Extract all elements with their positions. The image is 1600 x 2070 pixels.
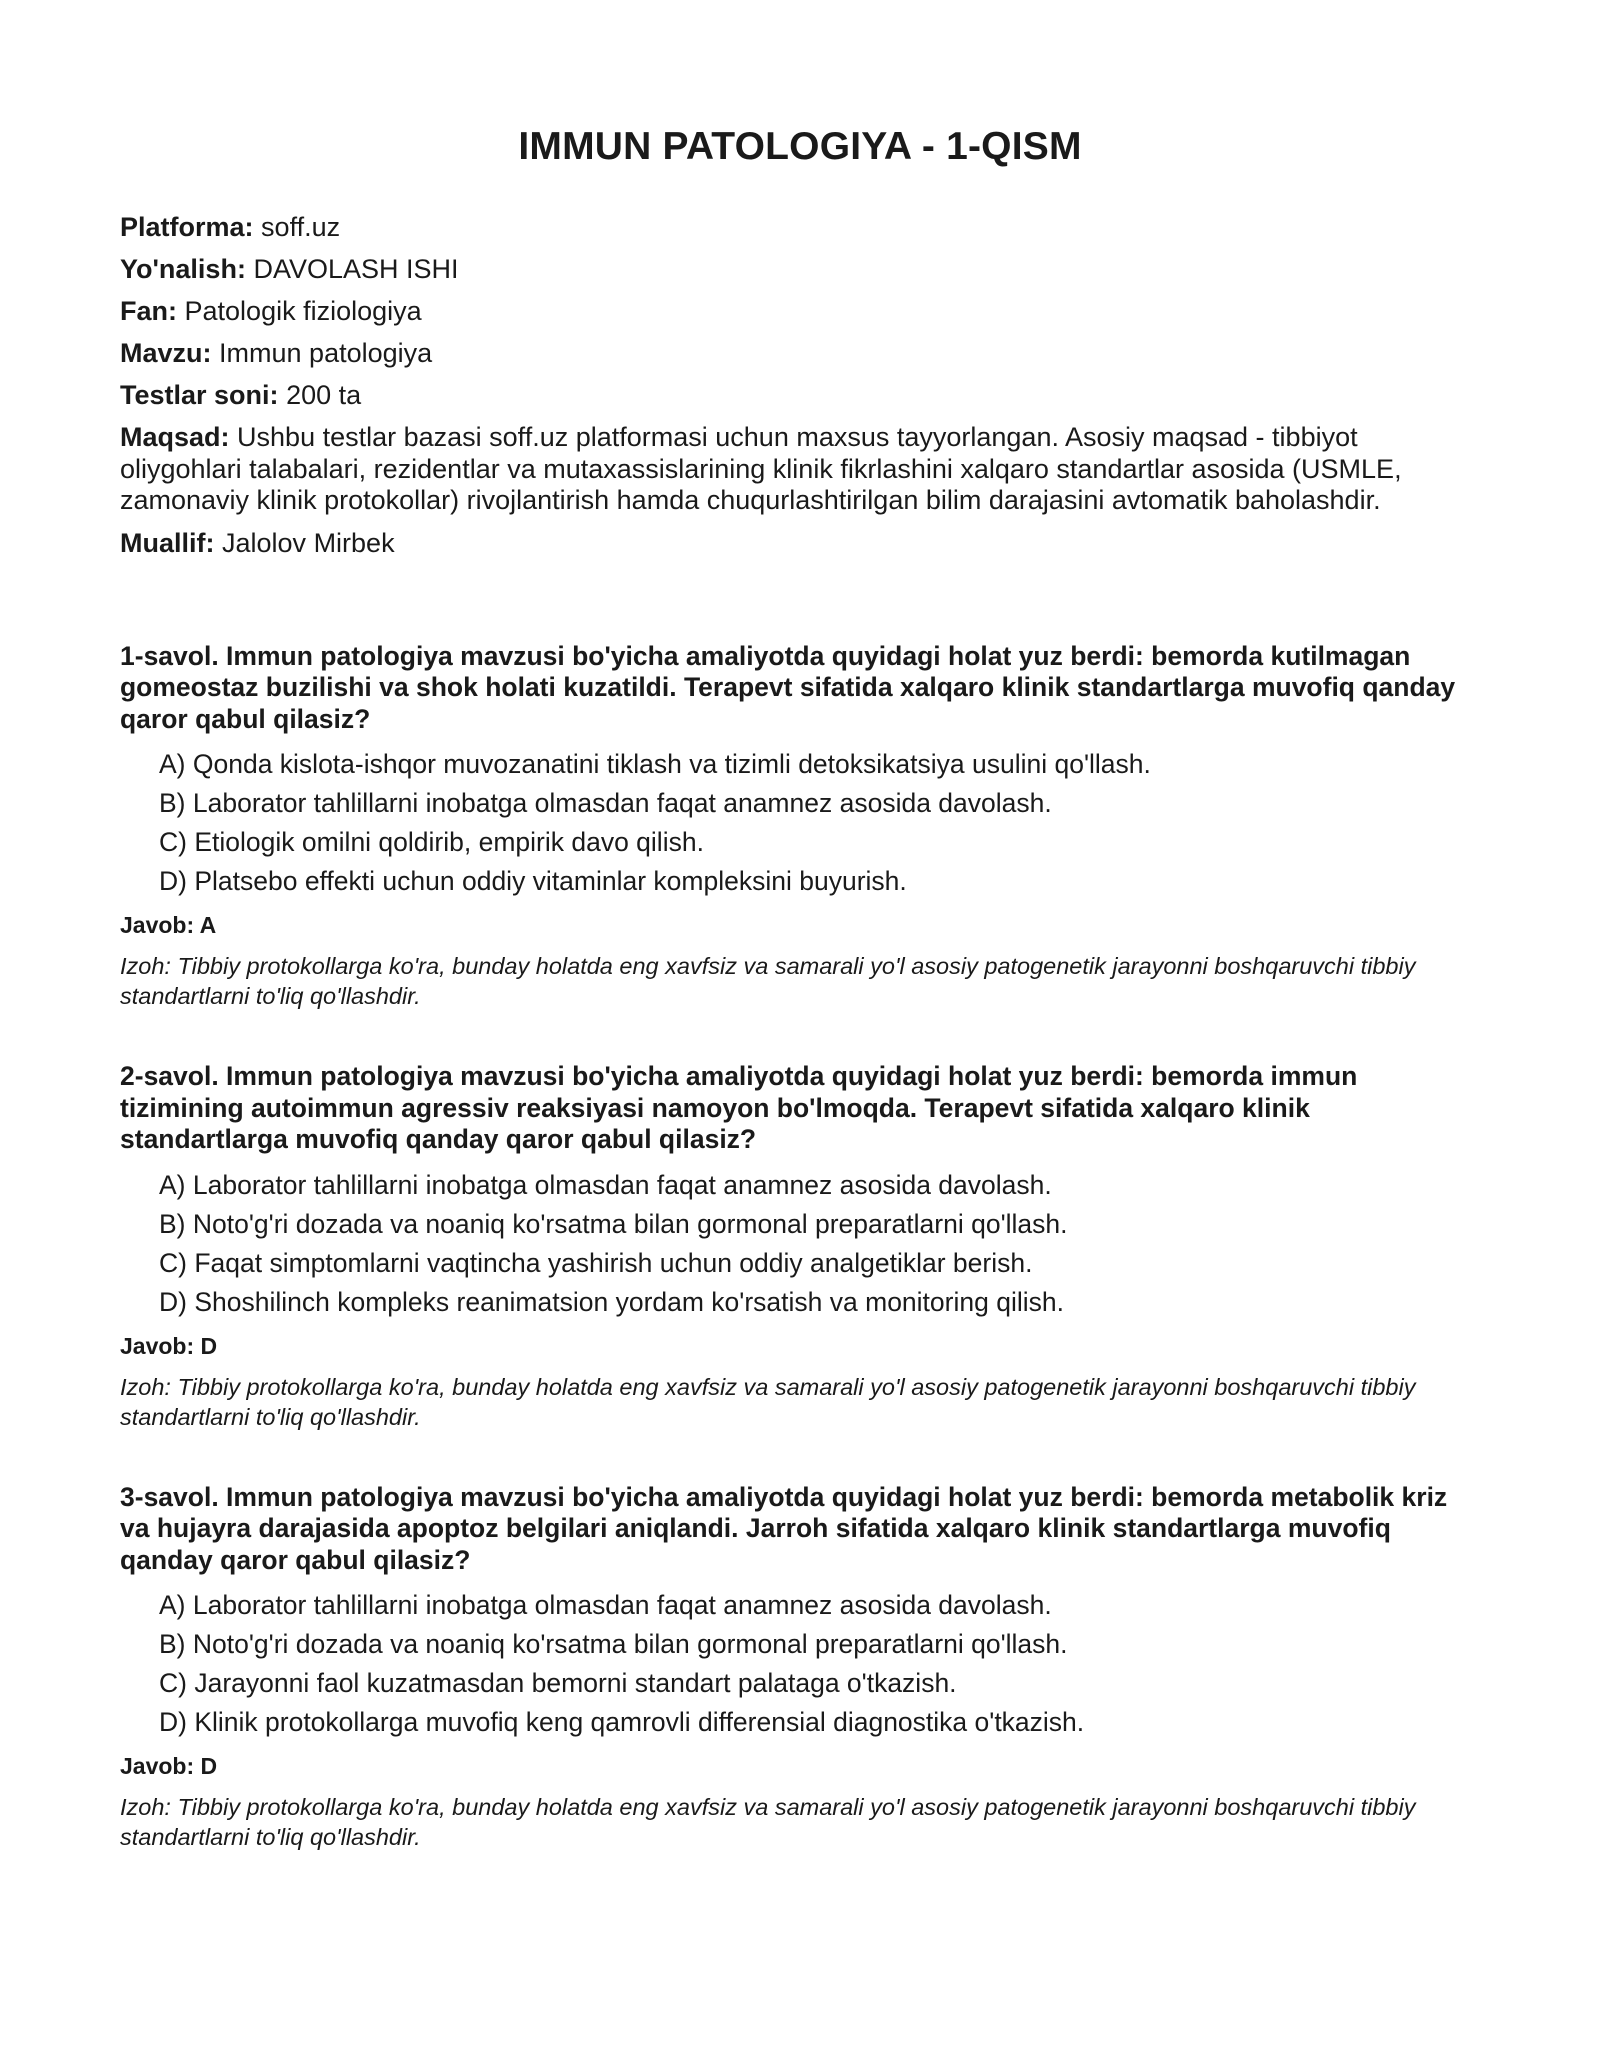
- option-a: A) Laborator tahlillarni inobatga olmasdan faqat anamnez asosida davolash.: [159, 1169, 1052, 1200]
- answer-explanation: Izoh: Tibbiy protokollarga ko'ra, bunday holatda eng xavfsiz va samarali yo'l asosiy patogenetik jarayonni boshqaruvchi tibbiy standartlarni to'liq qo'llashdir.: [120, 1794, 1416, 1850]
- meta-subject: [120, 296, 1480, 327]
- meta-value: DAVOLASH ISHI: [253, 254, 459, 284]
- question-text: 1-savol. Immun patologiya mavzusi bo'yicha amaliyotda quyidagi holat yuz berdi: bemorda kutilmagan gomeostaz buzilishi va shok holati kuzatildi. Terapevt sifatida xalqaro klinik standartlarga muvofiq qanday qaror qabul qilasiz?: [120, 640, 1456, 734]
- question-block: [120, 641, 1480, 1012]
- option-a: A) Qonda kislota-ishqor muvozanatini tiklash va tizimli detoksikatsiya usulini qo'llash.: [159, 749, 1151, 779]
- question-text: 3-savol. Immun patologiya mavzusi bo'yicha amaliyotda quyidagi holat yuz berdi: bemorda metabolik kriz va hujayra darajasida apoptoz belgilari aniqlandi. Jarroh sifatida xalqaro klinik standartlarga muvofiq qanday qaror qabul qilasiz?: [120, 1481, 1448, 1575]
- question-text: 2-savol. Immun patologiya mavzusi bo'yicha amaliyotda quyidagi holat yuz berdi: bemorda immun tizimining autoimmun agressiv reaksiyasi namoyon bo'lmoqda. Terapevt sifatida xalqaro klinik standartlarga muvofiq qanday qaror qabul qilasiz?: [120, 1061, 1358, 1154]
- meta-value: Immun patologiya: [219, 338, 433, 368]
- correct-answer: Javob: D: [120, 1332, 218, 1359]
- meta-label: Muallif:: [120, 527, 215, 558]
- answer-options: [120, 1170, 1480, 1318]
- question-block: [120, 1482, 1480, 1853]
- option-a: A) Laborator tahlillarni inobatga olmasdan faqat anamnez asosida davolash.: [159, 1590, 1052, 1620]
- option-b: B) Noto'g'ri dozada va noaniq ko'rsatma bilan gormonal preparatlarni qo'llash.: [159, 1629, 1068, 1659]
- meta-value: soff.uz: [261, 212, 341, 242]
- meta-test-count: [120, 380, 1480, 411]
- answer-options: [120, 1590, 1480, 1738]
- meta-purpose: [120, 422, 1480, 517]
- document-page: [120, 122, 1480, 1852]
- option-d: D) Klinik protokollarga muvofiq keng qamrovli differensial diagnostika o'tkazish.: [159, 1707, 1085, 1737]
- option-c: C) Jarayonni faol kuzatmasdan bemorni standart palataga o'tkazish.: [159, 1668, 957, 1698]
- meta-label: Platforma:: [120, 212, 254, 242]
- meta-value: Jalolov Mirbek: [222, 527, 395, 558]
- meta-label: Maqsad:: [120, 422, 230, 452]
- option-c: C) Etiologik omilni qoldirib, empirik davo qilish.: [159, 827, 704, 857]
- meta-author: [120, 528, 1480, 559]
- correct-answer: Javob: D: [120, 1753, 218, 1779]
- meta-platform: [120, 212, 1480, 243]
- meta-label: Yo'nalish:: [120, 254, 246, 284]
- correct-answer: Javob: A: [120, 912, 217, 938]
- answer-options: [120, 749, 1480, 897]
- meta-value: 200 ta: [286, 380, 362, 410]
- meta-direction: [120, 254, 1480, 285]
- option-d: D) Platsebo effekti uchun oddiy vitaminlar kompleksini buyurish.: [159, 866, 907, 896]
- meta-value: Patologik fiziologiya: [184, 296, 422, 326]
- option-b: B) Noto'g'ri dozada va noaniq ko'rsatma bilan gormonal preparatlarni qo'llash.: [159, 1208, 1068, 1239]
- meta-value: Ushbu testlar bazasi soff.uz platformasi uchun maxsus tayyorlangan. Asosiy maqsad - tibbiyot oliygohlari talabalari, rezidentlar va mutaxassislarining klinik fikrlashini xalqaro standartlar asosida (USMLE, zamonaviy klinik protokollar) rivojlantirish hamda chuqurlashtirilgan bilim darajasini avtomatik baholashdir.: [120, 422, 1402, 515]
- meta-label: Fan:: [120, 296, 177, 326]
- option-c: C) Faqat simptomlarni vaqtincha yashirish uchun oddiy analgetiklar berish.: [159, 1247, 1033, 1278]
- option-d: D) Shoshilinch kompleks reanimatsion yordam ko'rsatish va monitoring qilish.: [159, 1286, 1064, 1317]
- document-title: IMMUN PATOLOGIYA - 1-QISM: [518, 125, 1082, 168]
- answer-explanation: Izoh: Tibbiy protokollarga ko'ra, bunday holatda eng xavfsiz va samarali yo'l asosiy patogenetik jarayonni boshqaruvchi tibbiy standartlarni to'liq qo'llashdir.: [120, 1373, 1416, 1430]
- option-b: B) Laborator tahlillarni inobatga olmasdan faqat anamnez asosida davolash.: [159, 788, 1052, 818]
- question-block: [120, 1061, 1480, 1432]
- answer-explanation: Izoh: Tibbiy protokollarga ko'ra, bunday holatda eng xavfsiz va samarali yo'l asosiy patogenetik jarayonni boshqaruvchi tibbiy standartlarni to'liq qo'llashdir.: [120, 953, 1416, 1009]
- document-metadata: [120, 212, 1480, 559]
- meta-label: Testlar soni:: [120, 380, 279, 410]
- meta-topic: [120, 338, 1480, 369]
- meta-label: Mavzu:: [120, 338, 212, 368]
